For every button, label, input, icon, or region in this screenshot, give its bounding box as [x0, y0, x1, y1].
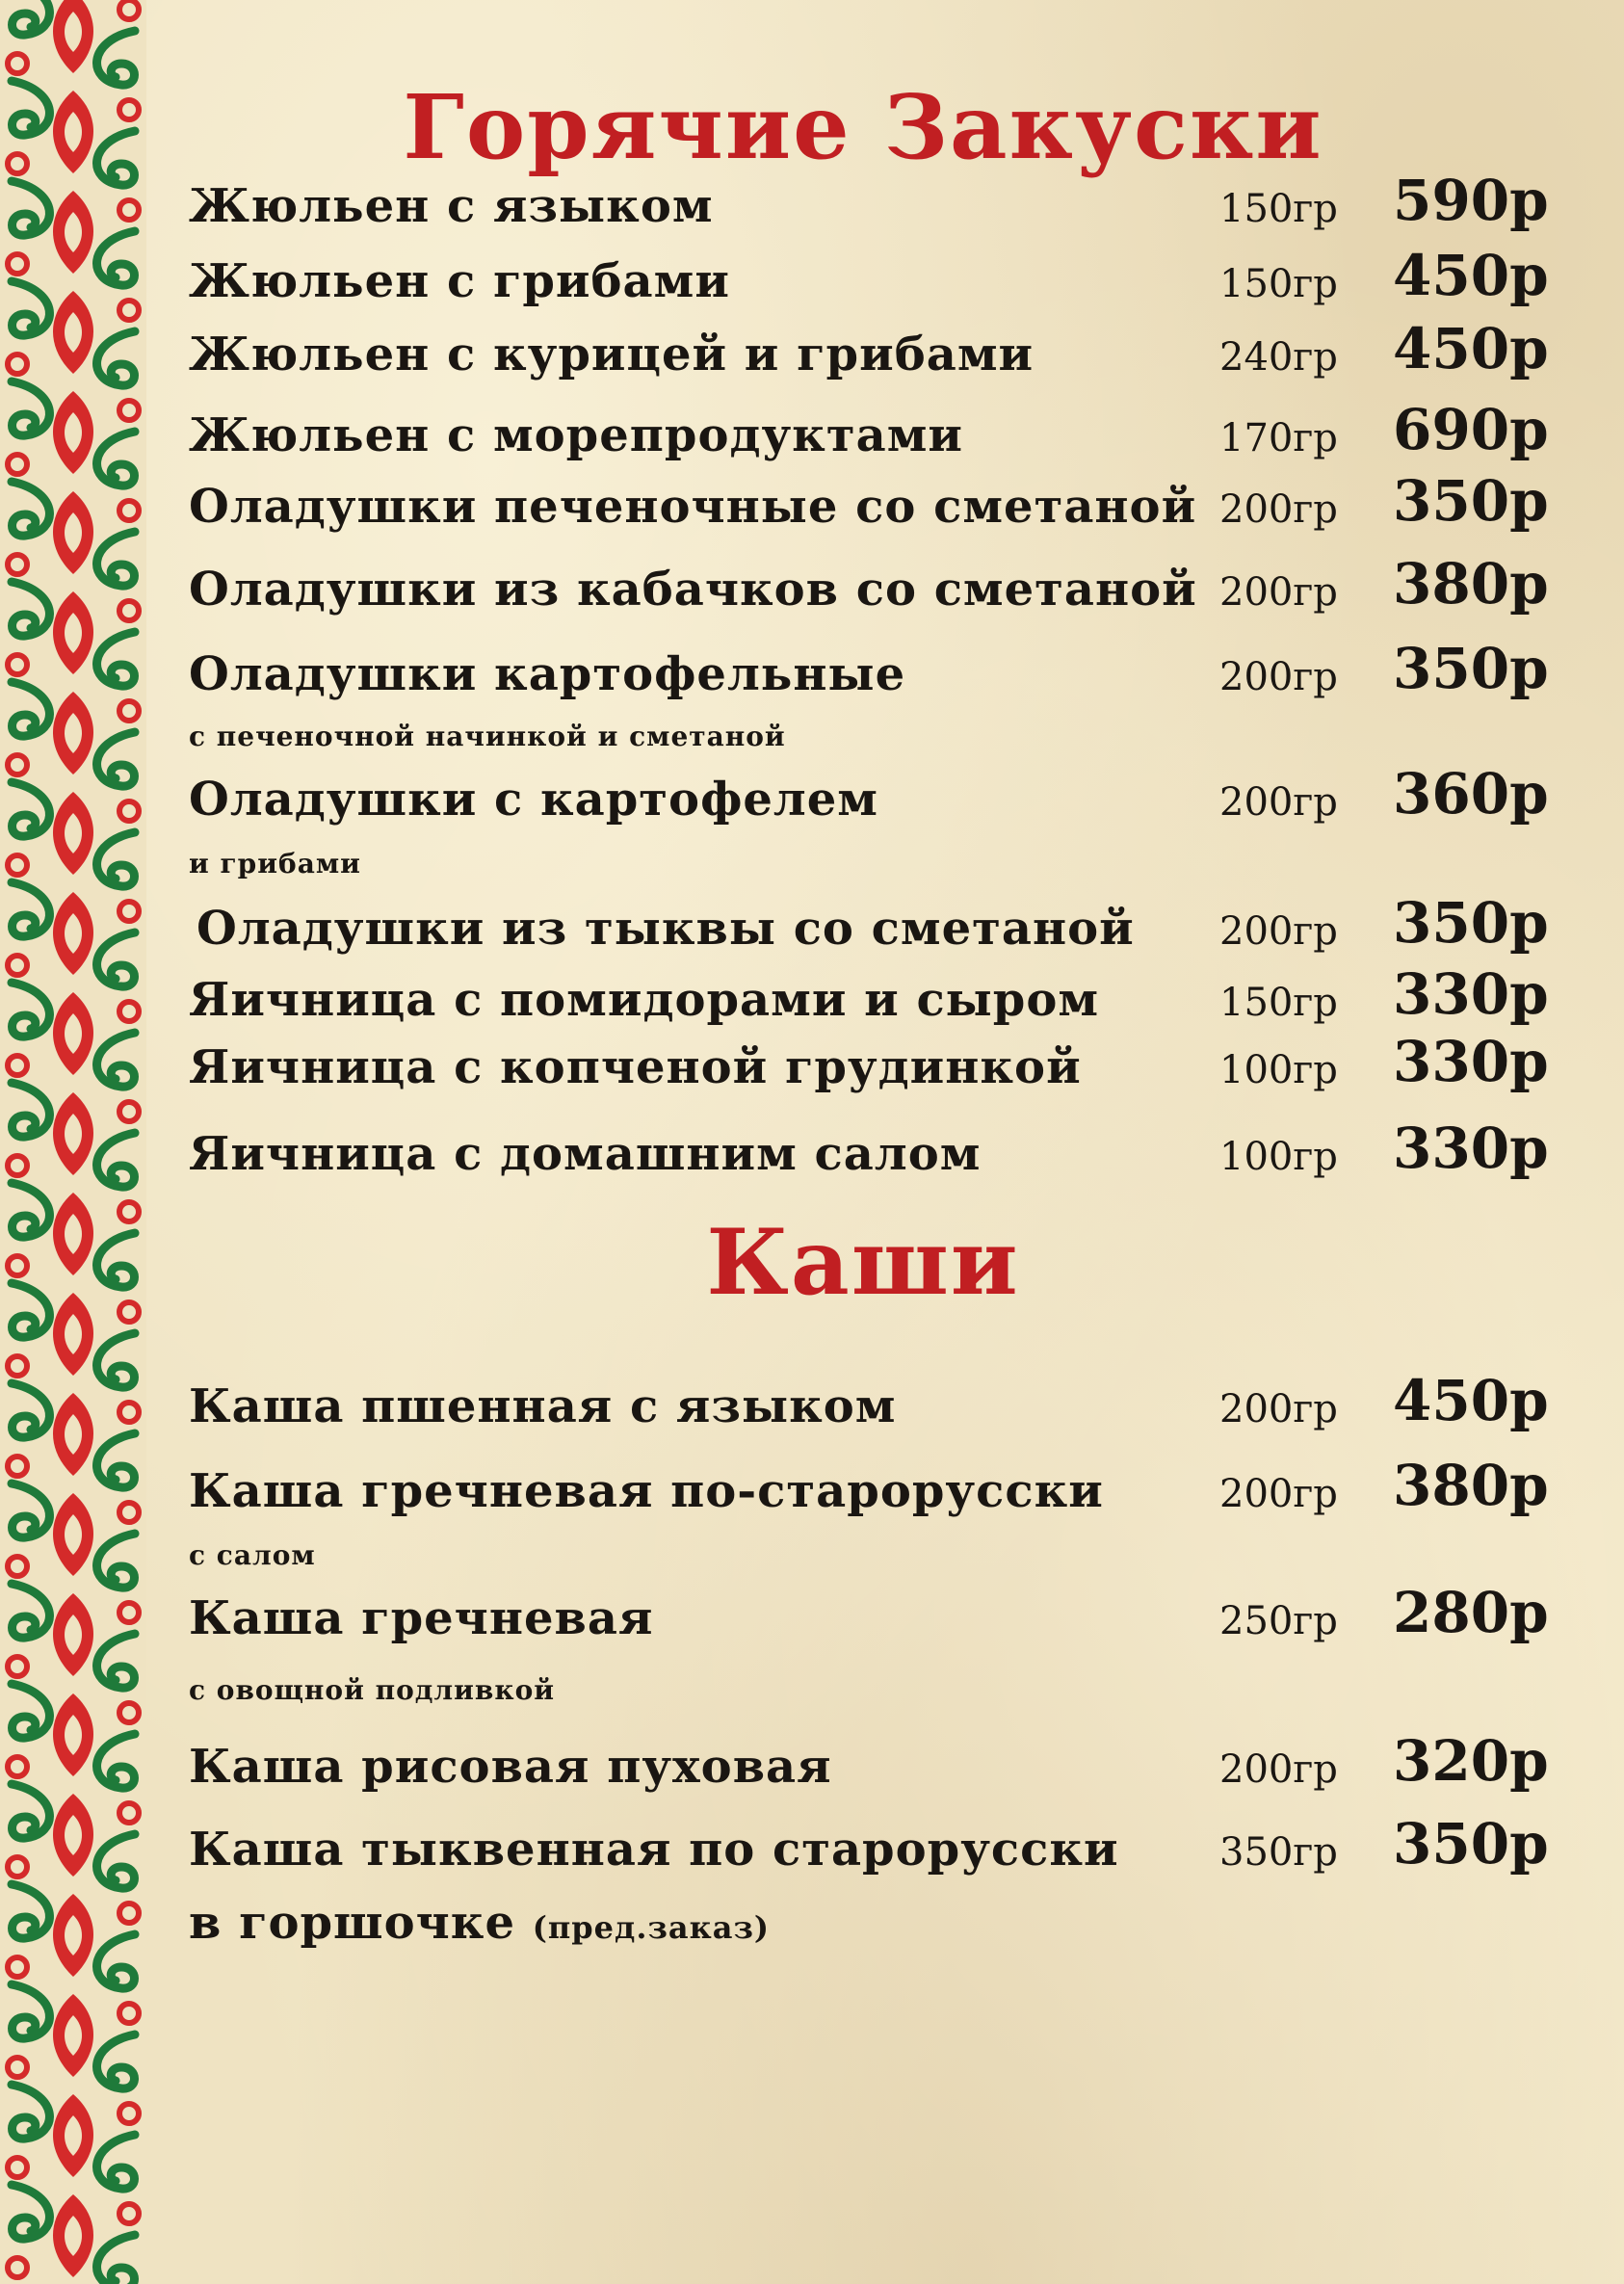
item-name: Оладушки из кабачков со сметаной [189, 563, 1197, 617]
item-name: Каша гречневая по-старорусски [189, 1464, 1104, 1518]
menu-item [189, 1112, 1549, 1189]
item-name: Каша тыквенная по старорусски [189, 1823, 1119, 1877]
item-name: Яичница с домашним салом [189, 1127, 982, 1181]
item-weight: 240гр [1219, 335, 1338, 380]
item-weight: 200гр [1219, 780, 1338, 825]
item-weight: 200гр [1219, 570, 1338, 615]
section-title-porridges: Каши [706, 1210, 1020, 1316]
menu-item [189, 393, 1549, 470]
item-name: Яичница с помидорами и сыром [189, 973, 1100, 1027]
item-name: Каша рисовая пуховая [189, 1740, 832, 1794]
menu-item-continuation [189, 1880, 1537, 1957]
item-price: 350р [1393, 1811, 1549, 1877]
item-weight: 200гр [1219, 1472, 1338, 1516]
item-name: Оладушки картофельные [189, 647, 906, 701]
item-price: 350р [1393, 890, 1549, 956]
item-weight: 200гр [1219, 909, 1338, 954]
item-name: Жюльен с грибами [189, 254, 730, 308]
menu-item [189, 1807, 1549, 1884]
menu-item [189, 632, 1549, 709]
item-name: Жюльен с курицей и грибами [189, 328, 1035, 381]
item-name-line2-text: в горшочке [189, 1896, 515, 1950]
menu-item [189, 1449, 1549, 1526]
item-name: Каша пшенная с языком [189, 1379, 897, 1433]
menu-item [189, 312, 1549, 389]
item-weight: 150гр [1219, 187, 1338, 231]
item-weight: 170гр [1219, 416, 1338, 460]
menu-item [189, 886, 1549, 963]
menu-item [189, 1364, 1549, 1441]
menu-item [189, 239, 1549, 316]
menu-item [189, 164, 1549, 241]
item-price: 590р [1393, 168, 1549, 233]
item-weight: 150гр [1219, 262, 1338, 306]
item-weight: 200гр [1219, 1747, 1338, 1792]
item-price: 350р [1393, 468, 1549, 534]
menu-item [189, 1576, 1549, 1653]
item-name: Яичница с копченой грудинкой [189, 1040, 1082, 1094]
item-weight: 200гр [1219, 655, 1338, 699]
item-name: Каша гречневая [189, 1591, 654, 1645]
item-price: 280р [1393, 1580, 1549, 1645]
menu-item [189, 757, 1549, 834]
item-price: 380р [1393, 1453, 1549, 1518]
section-title-hot-appetizers: Горячие Закуски [403, 75, 1323, 179]
item-description: с овощной подливкой [189, 1674, 556, 1706]
item-name: Оладушки печеночные со сметаной [189, 480, 1197, 534]
item-price: 320р [1393, 1728, 1549, 1794]
item-name: Оладушки с картофелем [189, 773, 878, 827]
item-weight: 100гр [1219, 1048, 1338, 1092]
item-weight: 200гр [1219, 487, 1338, 532]
ornament-pattern [0, 0, 146, 2284]
ornamental-border [0, 0, 146, 2284]
item-price: 450р [1393, 316, 1549, 381]
item-weight: 150гр [1219, 981, 1338, 1025]
item-price: 450р [1393, 1368, 1549, 1433]
item-price: 450р [1393, 243, 1549, 308]
menu-item [189, 1724, 1549, 1801]
item-name: Жюльен с морепродуктами [189, 408, 963, 462]
menu-item [189, 958, 1549, 1035]
item-description: с салом [189, 1539, 316, 1571]
menu-item [189, 547, 1549, 624]
item-name: Жюльен с языком [189, 179, 714, 233]
item-note: (пред.заказ) [532, 1909, 771, 1946]
item-price: 360р [1393, 761, 1549, 827]
item-price: 330р [1393, 1116, 1549, 1181]
menu-item [189, 464, 1549, 541]
item-price: 330р [1393, 1029, 1549, 1094]
item-weight: 350гр [1219, 1830, 1338, 1875]
item-weight: 250гр [1219, 1599, 1338, 1643]
item-price: 690р [1393, 397, 1549, 462]
item-price: 350р [1393, 636, 1549, 701]
menu-item [189, 1025, 1549, 1102]
item-name: Оладушки из тыквы со сметаной [196, 902, 1135, 956]
menu-page [189, 0, 1549, 2284]
item-weight: 200гр [1219, 1387, 1338, 1431]
item-description: с печеночной начинкой и сметаной [189, 721, 786, 752]
item-price: 330р [1393, 961, 1549, 1027]
item-weight: 100гр [1219, 1135, 1338, 1179]
item-description: и грибами [189, 848, 361, 879]
item-name-line2 [189, 1896, 770, 1950]
item-price: 380р [1393, 551, 1549, 617]
